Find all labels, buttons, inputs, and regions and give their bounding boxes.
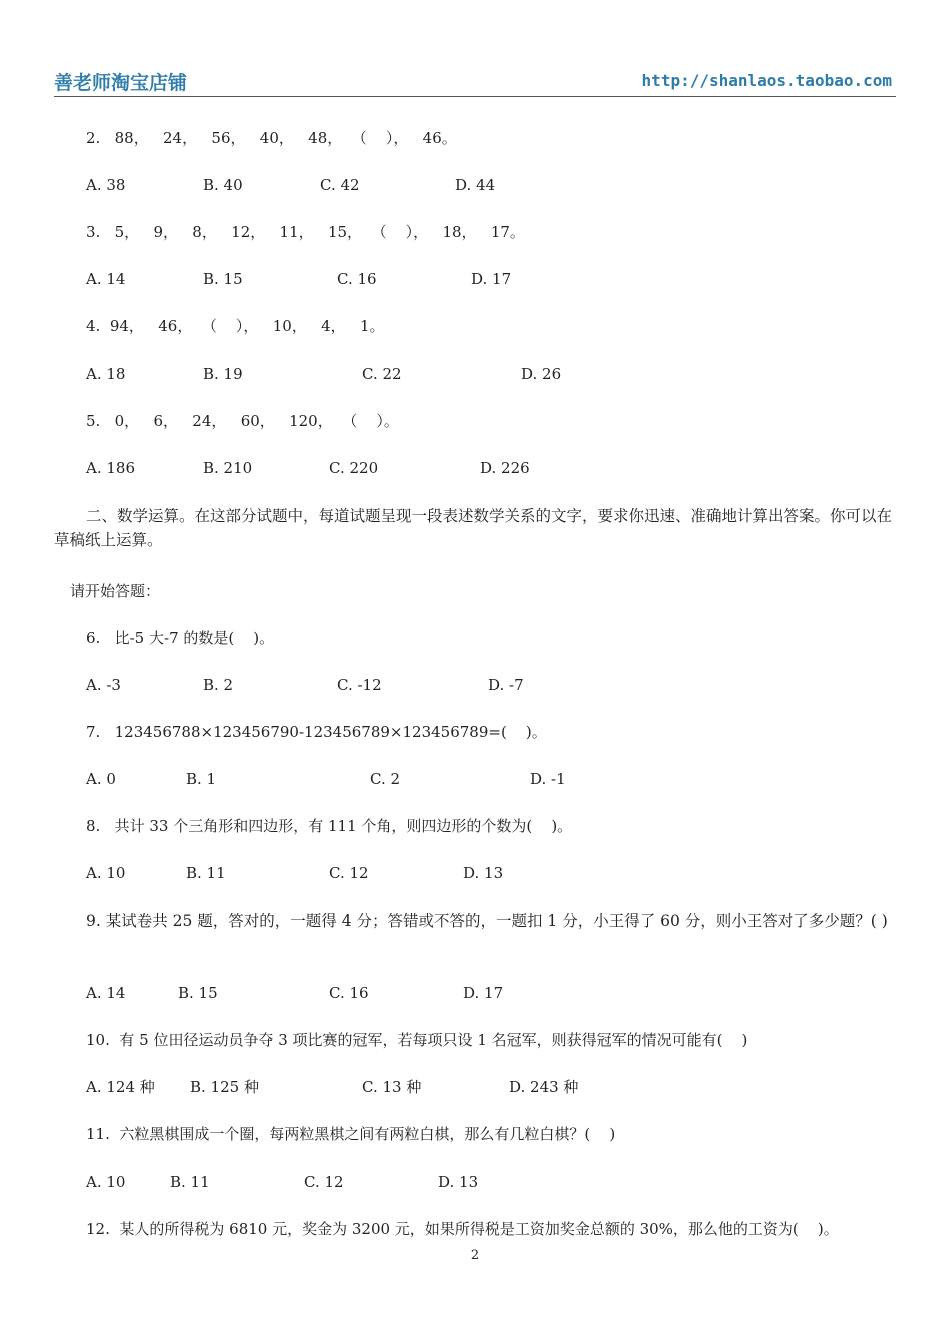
brand-title: 善老师淘宝店铺 [54, 72, 188, 94]
question-10-option-d: D. 243 种 [509, 1078, 579, 1096]
page-header [54, 68, 896, 97]
question-8-option-c: C. 12 [329, 864, 369, 882]
question-8-option-a: A. 10 [86, 864, 126, 882]
question-8-stem: 8. 共计 33 个三角形和四边形，有 111 个角，则四边形的个数为( )。 [86, 817, 573, 835]
question-10-option-a: A. 124 种 [86, 1078, 155, 1096]
question-9-option-c: C. 16 [329, 984, 369, 1002]
question-2-option-a: A. 38 [86, 176, 126, 194]
question-10-option-c: C. 13 种 [362, 1078, 422, 1096]
question-11-option-b: B. 11 [170, 1173, 210, 1191]
question-3-option-a: A. 14 [86, 270, 126, 288]
question-9-option-b: B. 15 [178, 984, 218, 1002]
question-7-option-b: B. 1 [186, 770, 217, 788]
question-4-stem: 4. 94， 46， （ ）， 10， 4， 1。 [86, 317, 385, 335]
question-9-option-d: D. 17 [463, 984, 504, 1002]
question-6-option-b: B. 2 [203, 676, 234, 694]
question-10-stem: 10. 有 5 位田径运动员争夺 3 项比赛的冠军，若每项只设 1 名冠军，则获得冠军的情况可能有( ) [86, 1031, 748, 1049]
question-3-stem: 3. 5， 9， 8， 12， 11， 15， （ ）， 18， 17。 [86, 223, 525, 241]
question-3-option-d: D. 17 [471, 270, 512, 288]
question-6-option-d: D. -7 [488, 676, 524, 694]
question-4-option-c: C. 22 [362, 365, 402, 383]
question-4-option-a: A. 18 [86, 365, 126, 383]
question-5-option-a: A. 186 [86, 459, 135, 477]
question-4-option-d: D. 26 [521, 365, 562, 383]
question-2-option-b: B. 40 [203, 176, 243, 194]
question-5-option-c: C. 220 [329, 459, 379, 477]
question-9-stem: 9. 某试卷共 25 题，答对的，一题得 4 分；答错或不答的，一题扣 1 分，小王得了 60 分，则小王答对了多少题？( ) [86, 912, 888, 930]
section-2-prompt: 请开始答题： [70, 582, 161, 600]
question-11-option-d: D. 13 [438, 1173, 479, 1191]
question-2-stem: 2. 88， 24， 56， 40， 48， （ ）， 46。 [86, 129, 457, 147]
question-11-stem: 11. 六粒黑棋围成一个圈，每两粒黑棋之间有两粒白棋，那么有几粒白棋？( ) [86, 1125, 616, 1143]
question-6-option-a: A. -3 [86, 676, 121, 694]
question-5-option-b: B. 210 [203, 459, 253, 477]
question-9-option-a: A. 14 [86, 984, 126, 1002]
question-7-option-a: A. 0 [86, 770, 116, 788]
question-3-option-b: B. 15 [203, 270, 243, 288]
question-11-option-a: A. 10 [86, 1173, 126, 1191]
question-8-option-d: D. 13 [463, 864, 504, 882]
question-12-stem: 12. 某人的所得税为 6810 元，奖金为 3200 元，如果所得税是工资加奖金总额的 30%，那么他的工资为( )。 [86, 1220, 839, 1238]
page-number: 2 [470, 1248, 480, 1263]
question-11-option-c: C. 12 [304, 1173, 344, 1191]
question-10-option-b: B. 125 种 [190, 1078, 259, 1096]
question-6-stem: 6. 比-5 大-7 的数是( )。 [86, 629, 275, 647]
question-7-option-d: D. -1 [530, 770, 566, 788]
question-8-option-b: B. 11 [186, 864, 226, 882]
question-4-option-b: B. 19 [203, 365, 243, 383]
question-7-option-c: C. 2 [370, 770, 401, 788]
question-7-stem: 7. 123456788×123456790-123456789×123456789=( )。 [86, 723, 547, 741]
section-2-intro: 二、数学运算。在这部分试题中，每道试题呈现一段表述数学关系的文字，要求你迅速、准确地计算出答案。你可以在草稿纸上运算。 [54, 507, 893, 549]
question-2-option-d: D. 44 [455, 176, 496, 194]
shop-url[interactable]: http://shanlaos.taobao.com [641, 71, 892, 90]
question-5-stem: 5. 0， 6， 24， 60， 120， （ ）。 [86, 412, 399, 430]
question-5-option-d: D. 226 [480, 459, 530, 477]
question-6-option-c: C. -12 [337, 676, 382, 694]
question-3-option-c: C. 16 [337, 270, 377, 288]
question-2-option-c: C. 42 [320, 176, 360, 194]
